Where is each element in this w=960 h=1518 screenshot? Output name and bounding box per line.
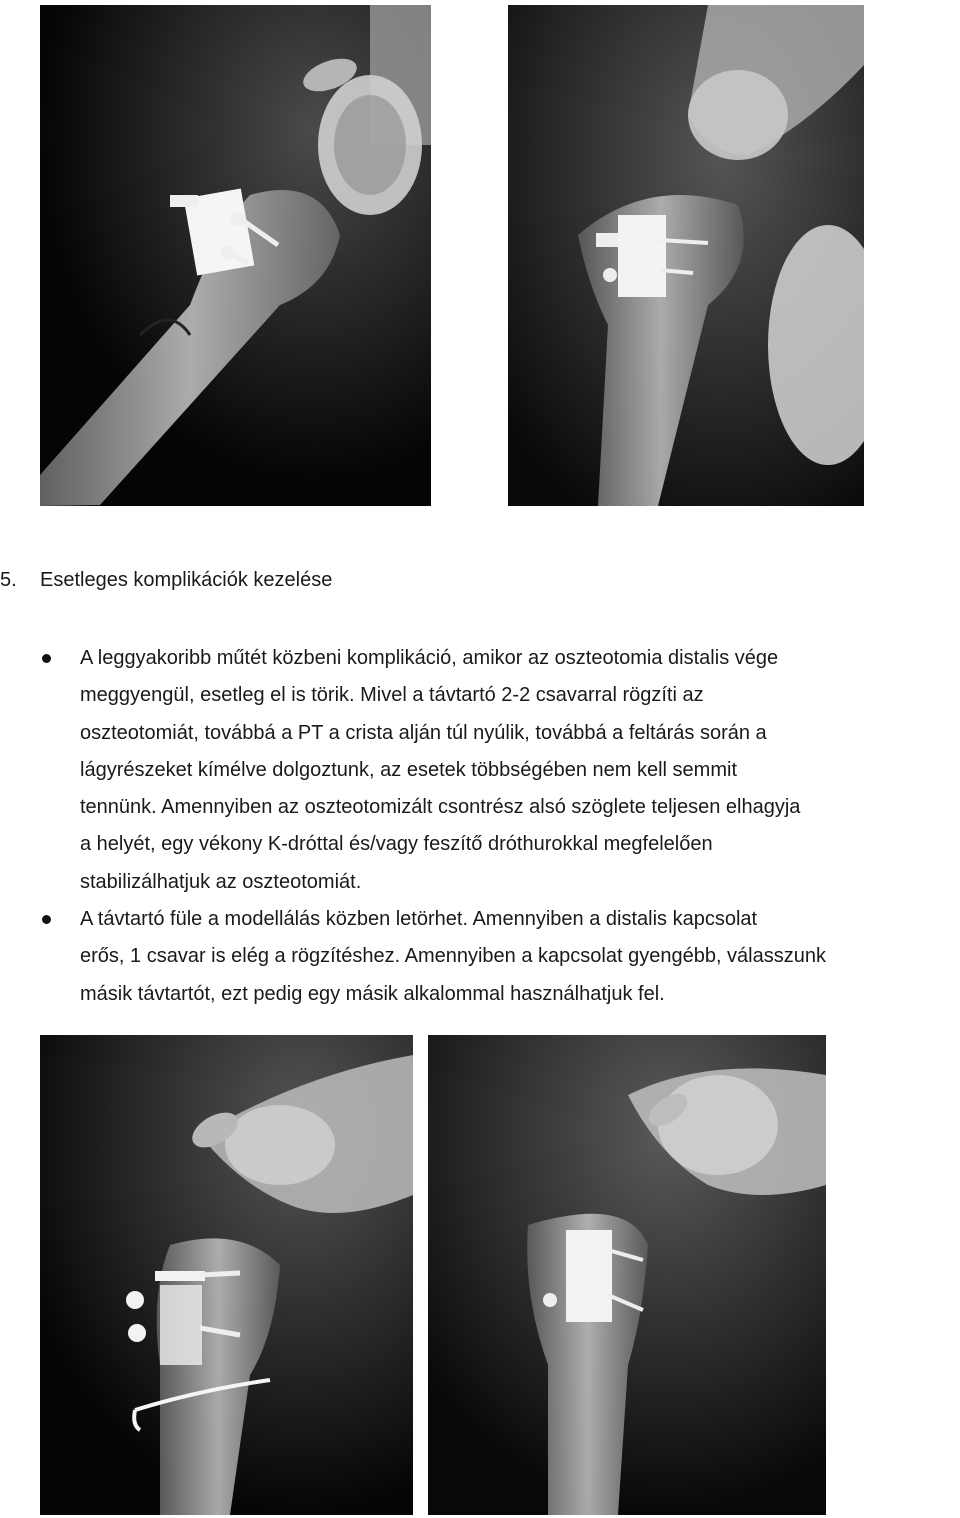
paragraph-line: a helyét, egy vékony K-dróttal és/vagy feszítő dróthurokkal megfelelően xyxy=(80,833,713,856)
paragraph-line: lágyrészeket kímélve dolgoztunk, az esetek többségében nem kell semmit xyxy=(80,758,738,781)
xray-image-top-left xyxy=(40,5,431,506)
xray-image-bottom-right xyxy=(428,1035,826,1515)
paragraph-line: másik távtartót, ezt pedig egy másik alkalommal használhatjuk fel. xyxy=(80,982,665,1005)
paragraph-line: oszteotomiát, továbbá a PT a crista alján túl nyúlik, továbbá a feltárás során a xyxy=(80,721,767,744)
list-item xyxy=(0,901,960,1013)
bullet-icon xyxy=(42,915,51,924)
paragraph-line: erős, 1 csavar is elég a rögzítéshez. Amennyiben a kapcsolat gyengébb, válasszunk xyxy=(80,945,826,968)
bullet-icon xyxy=(42,654,51,663)
paragraph-line: stabilizálhatjuk az oszteotomiát. xyxy=(80,870,362,893)
paragraph-line: meggyengül, esetleg el is törik. Mivel a távtartó 2-2 csavarral rögzíti az xyxy=(80,684,704,707)
xray-image-top-right xyxy=(508,5,864,506)
paragraph-line: tennünk. Amennyiben az oszteotomizált csontrész alsó szöglete teljesen elhagyja xyxy=(80,796,801,819)
section-number: 5. xyxy=(0,569,17,591)
bullet-list xyxy=(0,640,960,1013)
paragraph-line: A távtartó füle a modellálás közben letörhet. Amennyiben a distalis kapcsolat xyxy=(80,908,758,931)
list-item xyxy=(0,640,960,901)
xray-image-bottom-left xyxy=(40,1035,413,1515)
paragraph-line: A leggyakoribb műtét közbeni komplikáció, amikor az oszteotomia distalis vége xyxy=(80,647,779,669)
section-title: Esetleges komplikációk kezelése xyxy=(40,569,333,591)
